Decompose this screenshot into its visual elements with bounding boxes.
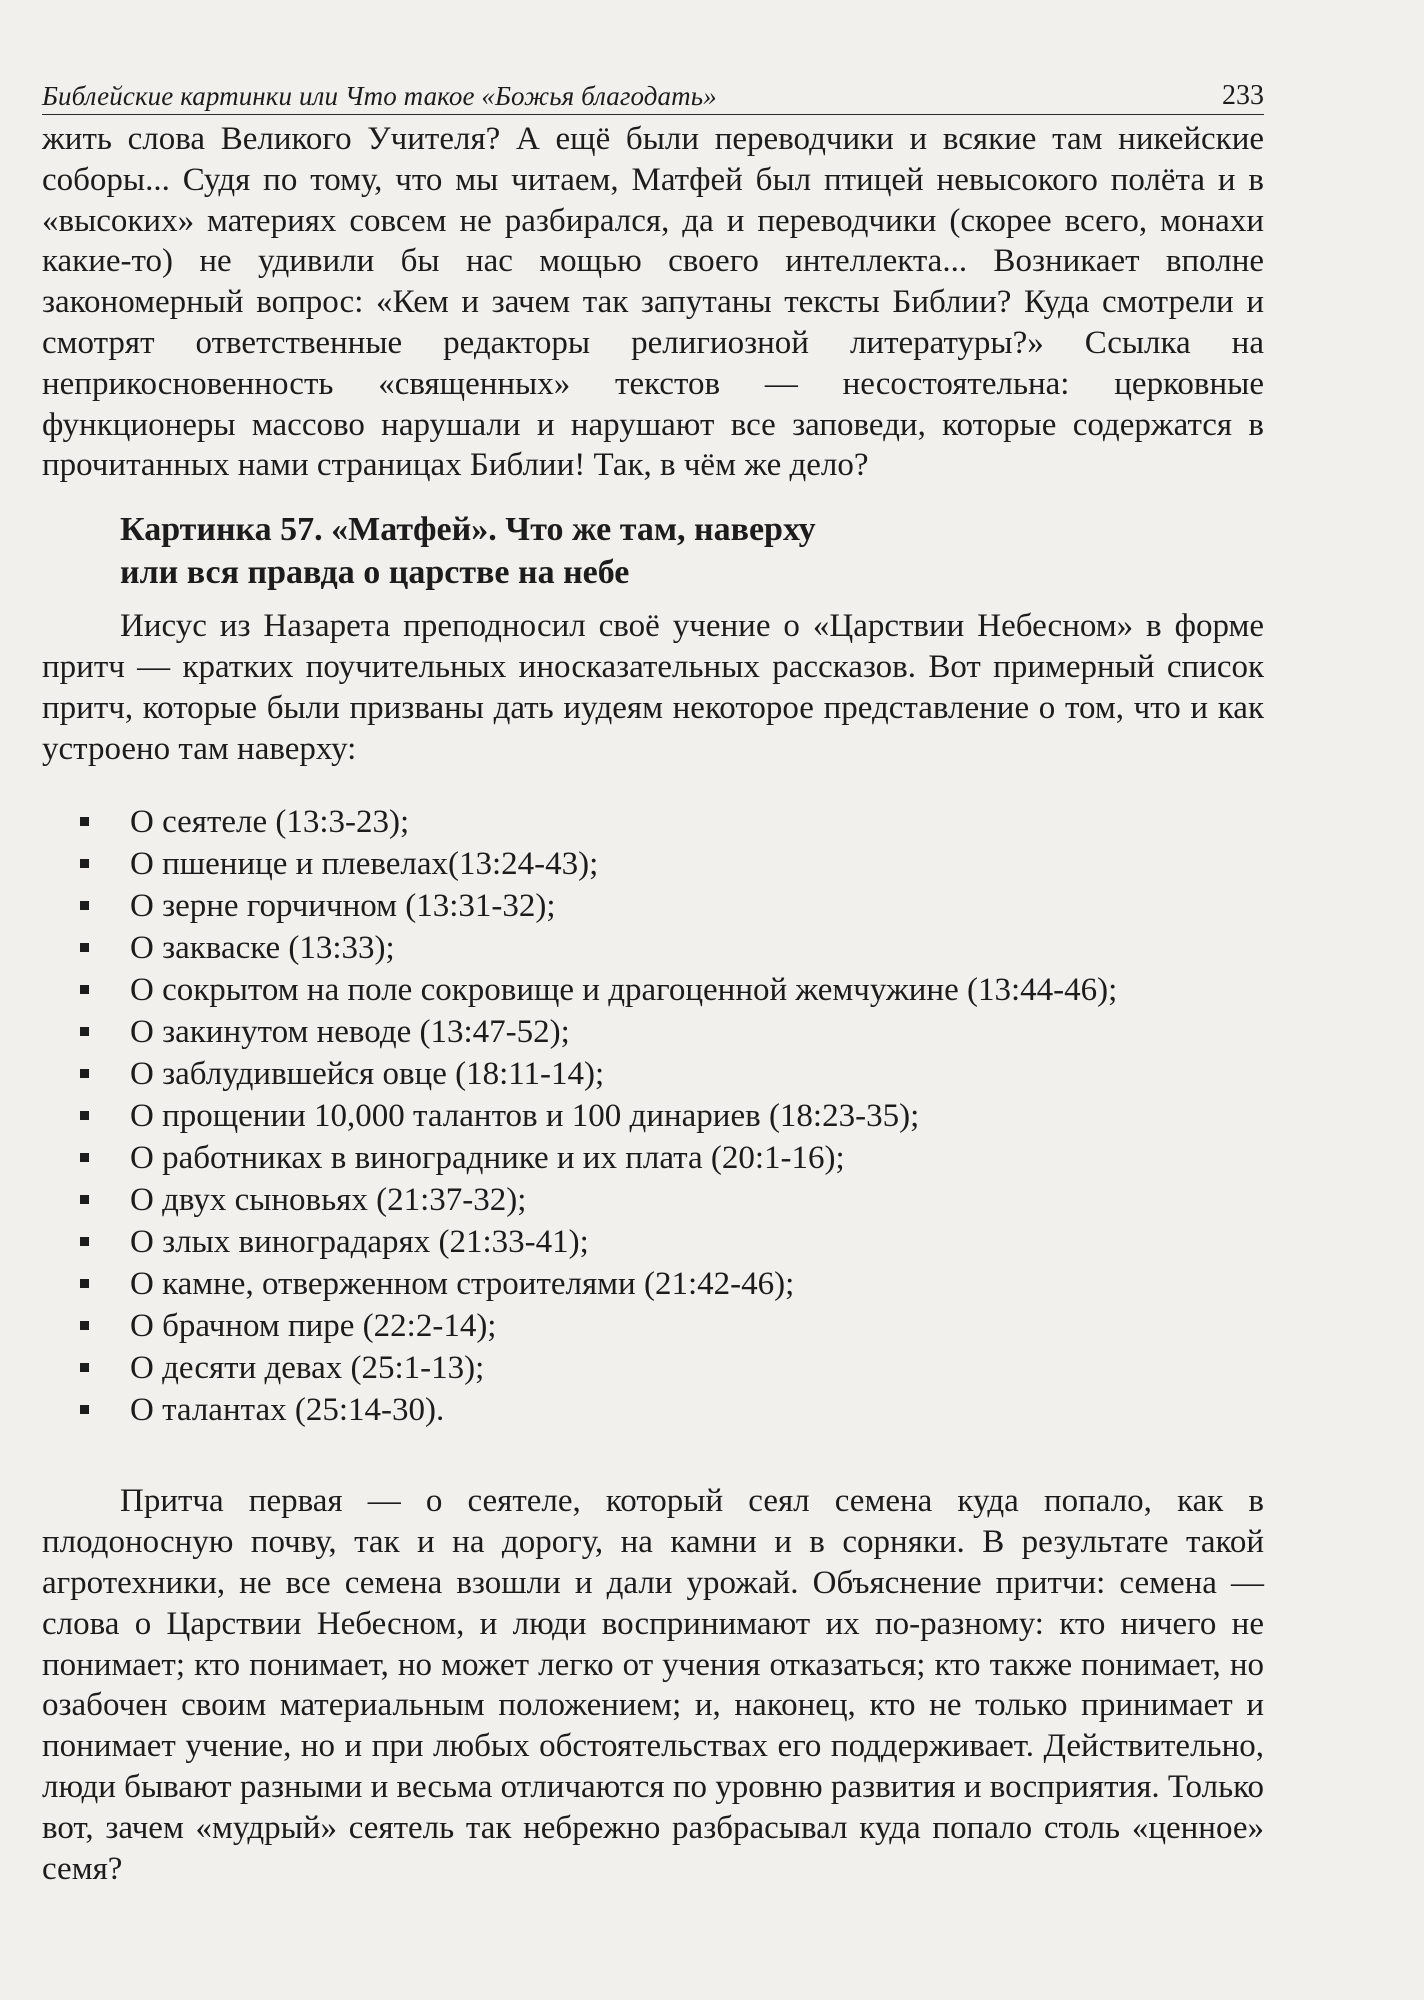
- paragraph: жить слова Великого Учителя? А ещё были переводчики и всякие там никейские соборы... Судя по тому, что мы читаем, Матфей был птицей невысокого полёта и в «высоких» материях совсем не разбирался, да и переводчики (скорее всего, монахи какие-то) не удивили бы нас мощью своего интеллекта... Возникает вполне закономерный вопрос: «Кем и зачем так запутаны тексты Библии? Куда смотрели и смотрят ответственные редакторы религиозной литературы?» Ссылка на неприкосновенность «священных» текстов — несостоятельна: церковные функционеры массово нарушали и нарушают все заповеди, которые содержатся в прочитанных нами страницах Библии! Так, в чём же дело?: [42, 121, 1264, 484]
- list-item: [42, 927, 1264, 969]
- list-item: [42, 1221, 1264, 1263]
- bullet-icon: [80, 985, 89, 994]
- list-item: [42, 1263, 1264, 1305]
- bullet-icon: [80, 1153, 89, 1162]
- page-body: [42, 119, 1264, 1889]
- list-item-text: О злых виноградарях (21:33-41);: [130, 1224, 589, 1261]
- bullet-icon: [80, 901, 89, 910]
- list-item-text: О талантах (25:14-30).: [130, 1392, 445, 1429]
- list-item: [42, 1011, 1264, 1053]
- list-item-text: О сокрытом на поле сокровище и драгоценной жемчужине (13:44-46);: [130, 972, 1118, 1009]
- running-header: [42, 72, 1264, 115]
- paragraph: Притча первая — о сеятеле, который сеял семена куда попало, как в плодоносную почву, так и на дорогу, на камни и в сорняки. В результате такой агротехники, не все семена взошли и дали урожай. Объяснение притчи: семена — слова о Царствии Небесном, и люди воспринимают их по-разному: кто ничего не понимает; кто понимает, но может легко от учения отказаться; кто также понимает, но озабочен своим материальным положением; и, наконец, кто не только принимает и понимает учение, но и при любых обстоятельствах его поддерживает. Действительно, люди бывают разными и весьма отличаются по уровню развития и восприятия. Только вот, зачем «мудрый» сеятель так небрежно разбрасывал куда попало столь «ценное» семя?: [42, 1483, 1264, 1887]
- list-item: [42, 1095, 1264, 1137]
- list-item: [42, 1389, 1264, 1431]
- list-item-text: О прощении 10,000 талантов и 100 динариев (18:23-35);: [130, 1098, 920, 1135]
- list-item: [42, 1137, 1264, 1179]
- list-item: [42, 969, 1264, 1011]
- bullet-icon: [80, 943, 89, 952]
- heading-line: или вся правда о царстве на небе: [120, 554, 630, 592]
- parable-list: [42, 801, 1264, 1431]
- list-item: [42, 1179, 1264, 1221]
- bullet-icon: [80, 1111, 89, 1120]
- list-item-text: О сеятеле (13:3-23);: [130, 804, 410, 841]
- bullet-icon: [80, 1321, 89, 1330]
- list-item-text: О закинутом неводе (13:47-52);: [130, 1014, 570, 1051]
- list-item-text: О заблудившейся овце (18:11-14);: [130, 1056, 605, 1093]
- bullet-icon: [80, 817, 89, 826]
- bullet-icon: [80, 1069, 89, 1078]
- list-item: [42, 1305, 1264, 1347]
- bullet-icon: [80, 1279, 89, 1288]
- list-item-text: О двух сыновьях (21:37-32);: [130, 1182, 527, 1219]
- list-item-text: О брачном пире (22:2-14);: [130, 1308, 497, 1345]
- list-item: [42, 1347, 1264, 1389]
- list-item-text: О камне, отверженном строителями (21:42-46);: [130, 1266, 795, 1303]
- bullet-icon: [80, 1195, 89, 1204]
- list-item: [42, 801, 1264, 843]
- heading-line: Картинка 57. «Матфей». Что же там, наверху: [120, 511, 816, 549]
- list-item-text: О пшенице и плевелах(13:24-43);: [130, 846, 599, 883]
- list-item-text: О десяти девах (25:1-13);: [130, 1350, 485, 1387]
- list-item: [42, 843, 1264, 885]
- page-number: 233: [1222, 80, 1264, 111]
- bullet-icon: [80, 1237, 89, 1246]
- list-item: [42, 885, 1264, 927]
- bullet-icon: [80, 1027, 89, 1036]
- list-item-text: О работниках в винограднике и их плата (20:1-16);: [130, 1140, 845, 1177]
- running-title: Библейские картинки или Что такое «Божья благодать»: [42, 81, 717, 111]
- bullet-icon: [80, 859, 89, 868]
- bullet-icon: [80, 1363, 89, 1372]
- bullet-icon: [80, 1405, 89, 1414]
- list-item: [42, 1053, 1264, 1095]
- list-item-text: О закваске (13:33);: [130, 930, 395, 967]
- paragraph: Иисус из Назарета преподносил своё учение о «Царствии Небесном» в форме притч — кратких поучительных иносказательных рассказов. Вот примерный список притч, которые были призваны дать иудеям некоторое представление о том, что и как устроено там наверху:: [42, 608, 1264, 767]
- list-item-text: О зерне горчичном (13:31-32);: [130, 888, 556, 925]
- section-heading: [42, 508, 1264, 594]
- book-page: [42, 72, 1264, 1889]
